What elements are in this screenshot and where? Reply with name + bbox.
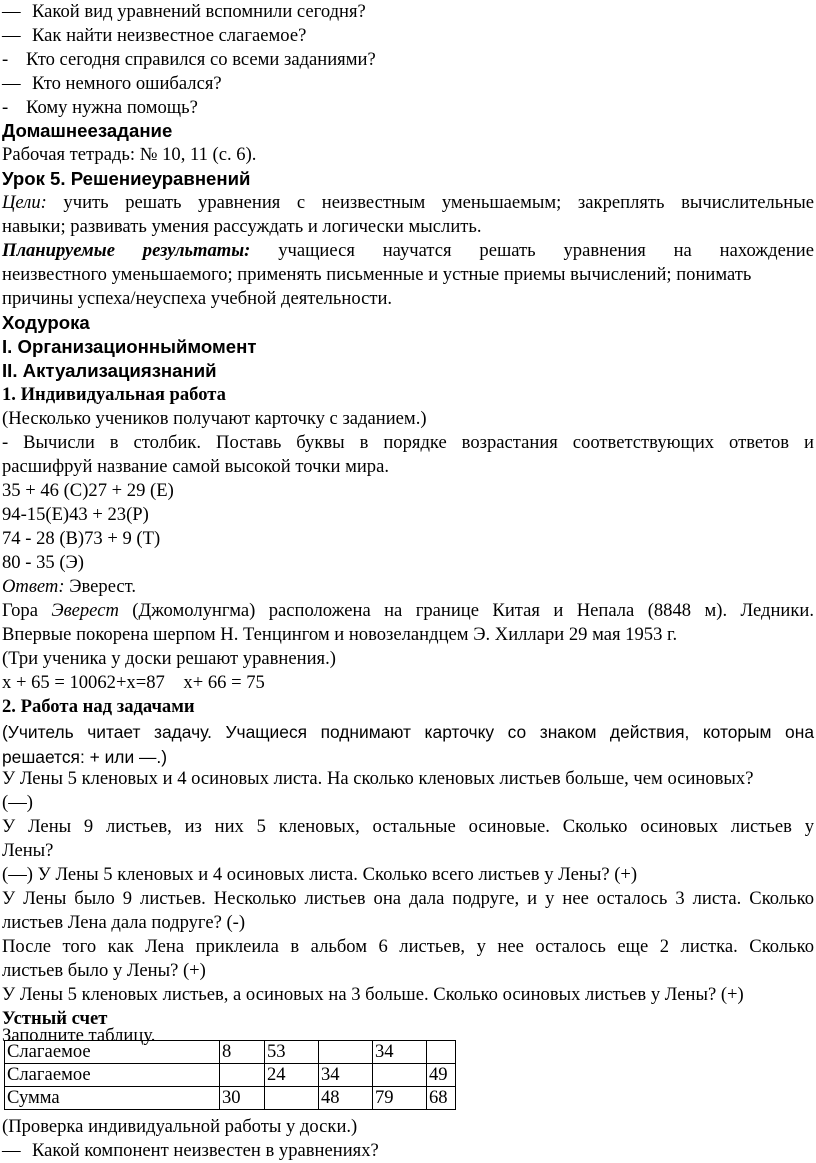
oral-instruction: Заполните таблицу. <box>2 1025 156 1046</box>
table-row <box>5 1041 456 1064</box>
problem-line: У Лены 5 кленовых листьев, а осиновых на 3 больше. Сколько осиновых листьев у Лены? (+) <box>2 984 744 1005</box>
lesson-title: Урок 5. Решениеуравнений <box>2 168 251 189</box>
table-cell: Слагаемое <box>5 1041 220 1064</box>
table-cell: 34 <box>319 1064 373 1087</box>
check-note: (Проверка индивидуальной работы у доски.) <box>2 1116 358 1137</box>
homework-heading: Домашнеезадание <box>2 120 173 141</box>
table-cell: 79 <box>373 1087 427 1110</box>
table-row <box>5 1064 456 1087</box>
table-cell: 34 <box>373 1041 427 1064</box>
course-heading: Ходурока <box>2 312 90 333</box>
exercise-line: 35 + 46 (С)27 + 29 (Е) <box>2 480 174 501</box>
table-row <box>5 1087 456 1110</box>
table-cell: 48 <box>319 1087 373 1110</box>
problems-intro: (Учитель читает задачу. Учащиеся поднимают карточку со знаком действия, которым она <box>2 722 814 742</box>
goals-line: навыки; развивать умения рассуждать и логически мыслить. <box>2 216 482 237</box>
homework-text: Рабочая тетрадь: № 10, 11 (с. 6). <box>2 144 257 165</box>
table-cell <box>265 1087 319 1110</box>
problem-line: (—) <box>2 792 33 813</box>
answer-line: Ответ: Эверест. <box>2 576 137 597</box>
individual-heading: 1. Индивидуальная работа <box>2 384 226 405</box>
table-cell: 53 <box>265 1041 319 1064</box>
table-cell <box>427 1041 456 1064</box>
board-note: (Три ученика у доски решают уравнения.) <box>2 648 336 669</box>
results-line: неизвестного уменьшаемого; применять письменные и устные приемы вычислений; понимать <box>2 264 752 285</box>
question-line: — Кто немного ошибался? <box>2 73 222 94</box>
table-cell: Сумма <box>5 1087 220 1110</box>
problem-line: листьев Лена дала подруге? (-) <box>2 912 246 933</box>
sum-table <box>4 1040 456 1110</box>
table-cell <box>373 1064 427 1087</box>
table-cell: 49 <box>427 1064 456 1087</box>
problem-line: (—) У Лены 5 кленовых и 4 осиновых листа. Сколько всего листьев у Лены? (+) <box>2 864 638 885</box>
question-line: — Какой вид уравнений вспомнили сегодня? <box>2 1 366 22</box>
problem-line: После того как Лена приклеила в альбом 6 листьев, у нее осталось еще 2 листка. Сколько <box>2 936 814 957</box>
problem-line: листьев было у Лены? (+) <box>2 960 206 981</box>
individual-task: расшифруй название самой высокой точки мира. <box>2 456 389 477</box>
problem-line: У Лены 9 листьев, из них 5 кленовых, остальные осиновые. Сколько осиновых листьев у <box>2 816 814 837</box>
equations-line: x + 65 = 10062+x=87 x+ 66 = 75 <box>2 672 265 693</box>
table-cell: 8 <box>220 1041 265 1064</box>
exercise-line: 74 - 28 (В)73 + 9 (Т) <box>2 528 161 549</box>
goals-line: Цели: учить решать уравнения с неизвестным уменьшаемым; закреплять вычислительные <box>2 192 814 213</box>
goals-label: Цели: <box>2 192 47 213</box>
table-cell: 24 <box>265 1064 319 1087</box>
info-line: Впервые покорена шерпом Н. Тенцингом и новозеландцем Э. Хиллари 29 мая 1953 г. <box>2 624 678 645</box>
exercise-line: 94-15(Е)43 + 23(Р) <box>2 504 149 525</box>
oral-heading: Устный счет <box>2 1008 108 1029</box>
problem-line: У Лены 5 кленовых и 4 осиновых листа. На сколько кленовых листьев больше, чем осиновых? <box>2 768 754 789</box>
individual-task: - Вычисли в столбик. Поставь буквы в порядке возрастания соответствующих ответов и <box>2 432 814 453</box>
question-line: - Кто сегодня справился со всеми заданиями? <box>2 49 376 70</box>
question-line: — Как найти неизвестное слагаемое? <box>2 25 307 46</box>
table-cell <box>220 1064 265 1087</box>
table-cell: 30 <box>220 1087 265 1110</box>
exercise-line: 80 - 35 (Э) <box>2 552 84 573</box>
table-cell: 68 <box>427 1087 456 1110</box>
table-cell <box>319 1041 373 1064</box>
info-line: Гора Эверест (Джомолунгма) расположена на границе Китая и Непала (8848 м). Ледники. <box>2 600 814 621</box>
question-line: — Какой компонент неизвестен в уравнениях? <box>2 1140 379 1161</box>
course-step: I. Организационныймомент <box>2 336 257 357</box>
course-step: II. Актуализациязнаний <box>2 360 217 381</box>
individual-note: (Несколько учеников получают карточку с заданием.) <box>2 408 427 429</box>
problems-intro: решается: + или —.) <box>2 747 168 767</box>
answer-label: Ответ: <box>2 576 65 597</box>
problems-heading: 2. Работа над задачами <box>2 696 195 717</box>
question-line: - Кому нужна помощь? <box>2 97 198 118</box>
problem-line: У Лены было 9 листьев. Несколько листьев она дала подруге, и у нее осталось 3 листа. Сколько <box>2 888 814 909</box>
table-cell: Слагаемое <box>5 1064 220 1087</box>
results-line: Планируемые результаты: учащиеся научатся решать уравнения на нахождение <box>2 240 814 261</box>
problem-line: Лены? <box>2 840 54 861</box>
results-label: Планируемые результаты: <box>2 240 251 261</box>
results-line: причины успеха/неуспеха учебной деятельности. <box>2 288 393 309</box>
